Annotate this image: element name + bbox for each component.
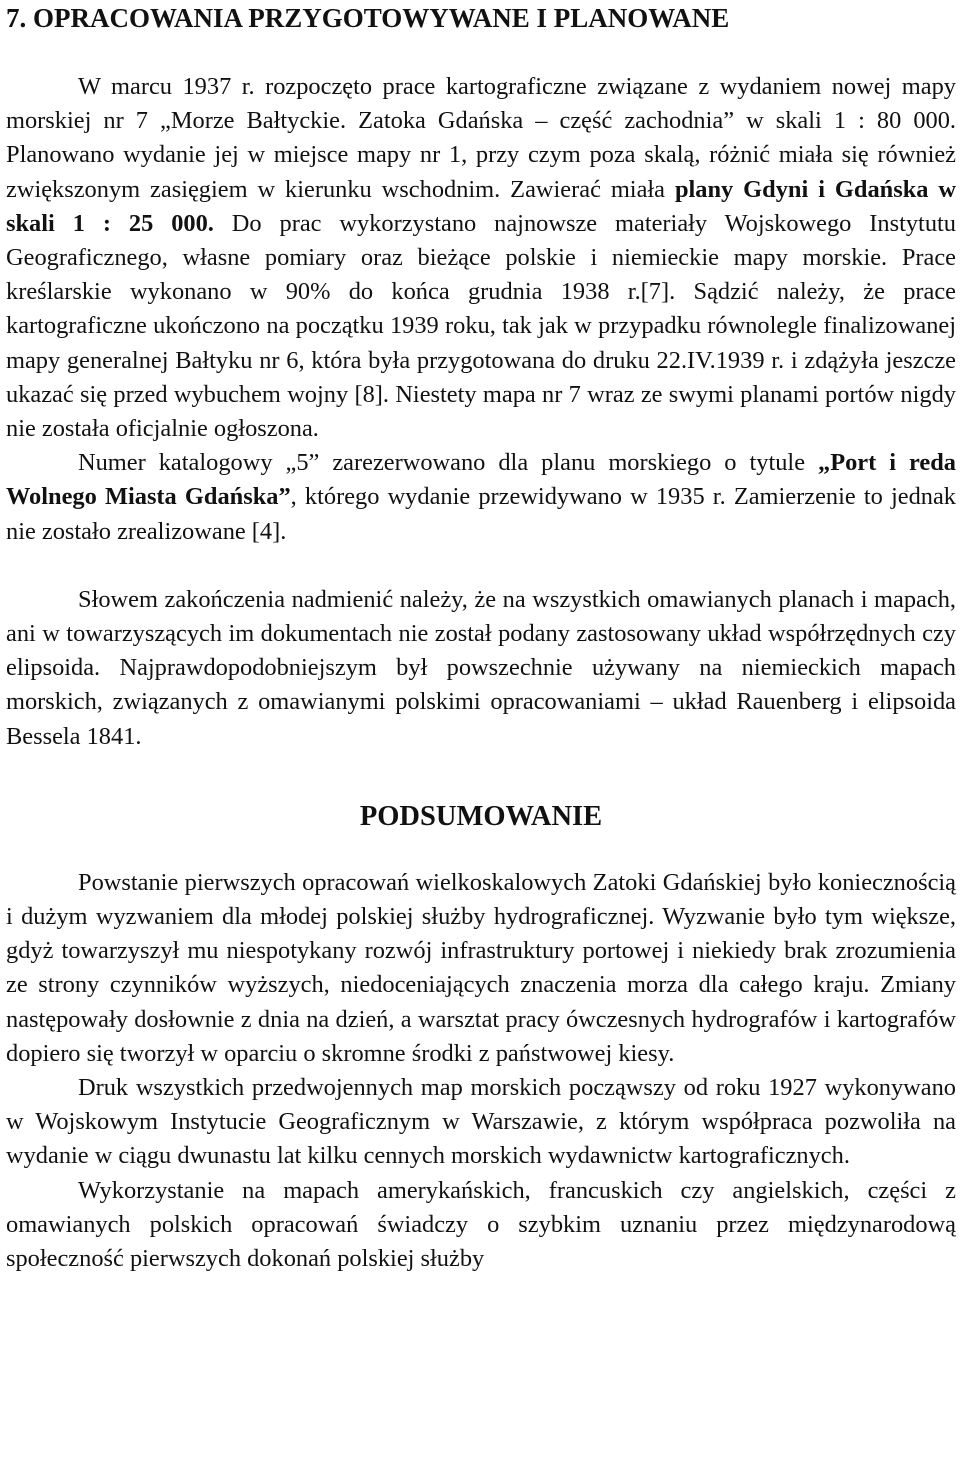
section-heading: 7. OPRACOWANIA PRZYGOTOWYWANE I PLANOWANE (6, 3, 730, 33)
paragraph-coordinate-system: Słowem zakończenia nadmienić należy, że na wszystkich omawianych planach i mapach, ani w towarzyszących im dokumentach nie został podany zastosowany układ współrzędnych czy elipsoida. Najprawdopodobniejszym był powszechnie używany na niemieckich mapach morskich, związanych z omawianymi polskimi opracowaniami – układ Rauenberg i elipsoida Bessela 1841. (6, 585, 956, 750)
bold-emphasis: plany Gdyni i Gdańska w skali 1 : 25 000. (6, 175, 957, 237)
paragraph-planned-map-7 (6, 70, 956, 446)
paragraph-catalog-number (6, 446, 956, 549)
paragraph-text: Numer katalogowy „5” zarezerwowano dla planu morskiego o tytule (78, 449, 819, 477)
bold-plan-title: „Port i reda Wolnego Miasta Gdańska” (6, 449, 956, 511)
paragraph-text: , którego wydanie przewidywano w 1935 r. Zamierzenie to jednak nie zostało zrealizowane [4]. (6, 483, 956, 545)
paragraph-text: W marcu 1937 r. rozpoczęto prace kartograficzne związane z wydaniem nowej mapy morskiej nr 7 „Morze Bałtyckie. Zatoka Gdańska – część zachodnia” w skali 1 : 80 000. Planowano wydanie jej w miejsce mapy nr 1, przy czym poza skalą, różnić miała się również zwiększonym zasięgiem w kierunku wschodnim. Zawierać miała (6, 73, 956, 203)
summary-paragraph-1: Powstanie pierwszych opracowań wielkoskalowych Zatoki Gdańskiej było koniecznością i dużym wyzwaniem dla młodej polskiej służby hydrograficznej. Wyzwanie było tym większe, gdyż towarzyszył mu niespotykany rozwój infrastruktury portowej i niekiedy brak zrozumienia ze strony czynników wyższych, niedoceniających znaczenia morza dla całego kraju. Zmiany następowały dosłownie z dnia na dzień, a warsztat pracy ówczesnych hydrografów i kartografów dopiero się tworzył w oparciu o skromne środki z państwowej kiesy. (6, 868, 956, 1067)
document-page (6, 0, 956, 1276)
summary-paragraph-3: Wykorzystanie na mapach amerykańskich, francuskich czy angielskich, części z omawianych polskich opracowań świadczy o szybkim uznaniu przez międzynarodową społeczność pierwszych dokonań polskiej służby (6, 1176, 956, 1273)
paragraph-text: Do prac wykorzystano najnowsze materiały Wojskowego Instytutu Geograficznego, własne pomiary oraz bieżące polskie i niemieckie mapy morskie. Prace kreślarskie wykonano w 90% do końca grudnia 1938 r.[7]. Sądzić należy, że prace kartograficzne ukończono na początku 1939 roku, tak jak w przypadku równolegle finalizowanej mapy generalnej Bałtyku nr 6, która była przygotowana do druku 22.IV.1939 r. i zdążyła jeszcze ukazać się przed wybuchem wojny [8]. Niestety mapa nr 7 wraz ze swymi planami portów nigdy nie została oficjalnie ogłoszona. (6, 209, 956, 443)
summary-title: PODSUMOWANIE (359, 800, 603, 832)
summary-paragraph-2: Druk wszystkich przedwojennych map morskich począwszy od roku 1927 wykonywano w Wojskowym Instytucie Geograficznym w Warszawie, z którym współpraca pozwoliła na wydanie w ciągu dwunastu lat kilku cennych morskich wydawnictw kartograficznych. (6, 1074, 956, 1170)
